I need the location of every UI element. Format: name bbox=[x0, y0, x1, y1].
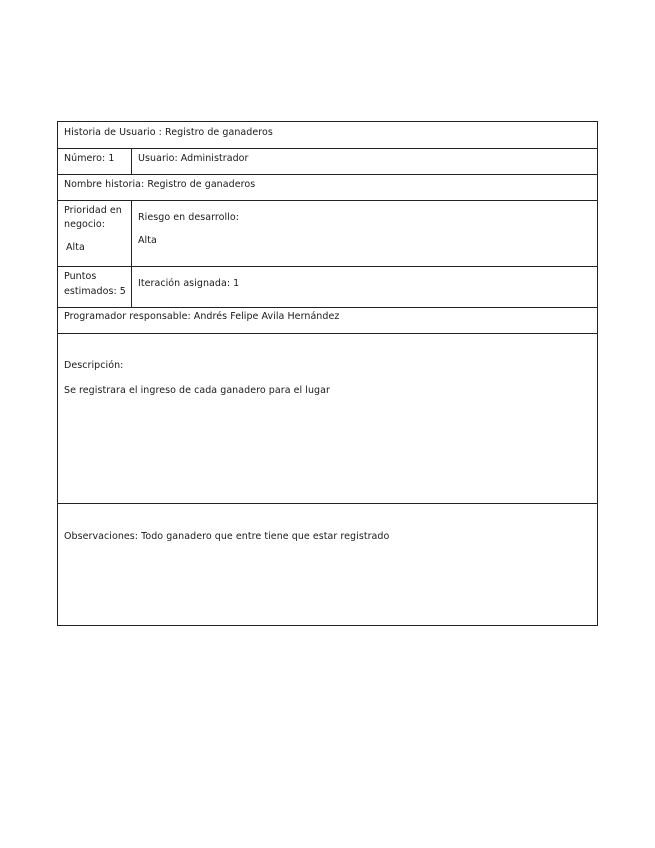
priority-label: Prioridad en negocio: bbox=[64, 205, 122, 230]
story-number: Número: 1 bbox=[64, 153, 115, 164]
observations-text: Observaciones: Todo ganadero que entre tiene que estar registrado bbox=[64, 531, 390, 542]
observations-row bbox=[58, 504, 597, 625]
user-cell bbox=[132, 149, 597, 174]
programmer-row bbox=[58, 308, 597, 334]
description-label: Descripción: bbox=[64, 360, 124, 371]
points-cell bbox=[58, 267, 132, 307]
story-number-user-row bbox=[58, 149, 597, 175]
risk-cell bbox=[132, 201, 597, 266]
risk-value: Alta bbox=[138, 235, 157, 246]
priority-value: Alta bbox=[66, 242, 85, 253]
iteration-cell bbox=[132, 267, 597, 307]
priority-cell bbox=[58, 201, 132, 266]
assigned-iteration: Iteración asignada: 1 bbox=[138, 278, 240, 289]
story-title-row bbox=[58, 122, 597, 149]
story-name-row bbox=[58, 175, 597, 201]
responsible-programmer: Programador responsable: Andrés Felipe Avila Hernández bbox=[64, 311, 340, 322]
points-iteration-row bbox=[58, 267, 597, 308]
number-cell bbox=[58, 149, 132, 174]
risk-label: Riesgo en desarrollo: bbox=[138, 212, 240, 223]
description-text: Se registrara el ingreso de cada ganadero para el lugar bbox=[64, 385, 330, 396]
story-user: Usuario: Administrador bbox=[138, 153, 249, 164]
priority-risk-row bbox=[58, 201, 597, 267]
user-story-card bbox=[57, 121, 598, 626]
story-title: Historia de Usuario : Registro de ganaderos bbox=[64, 127, 273, 138]
estimated-points: Puntos estimados: 5 bbox=[64, 271, 126, 297]
story-name: Nombre historia: Registro de ganaderos bbox=[64, 179, 256, 190]
description-row bbox=[58, 334, 597, 504]
